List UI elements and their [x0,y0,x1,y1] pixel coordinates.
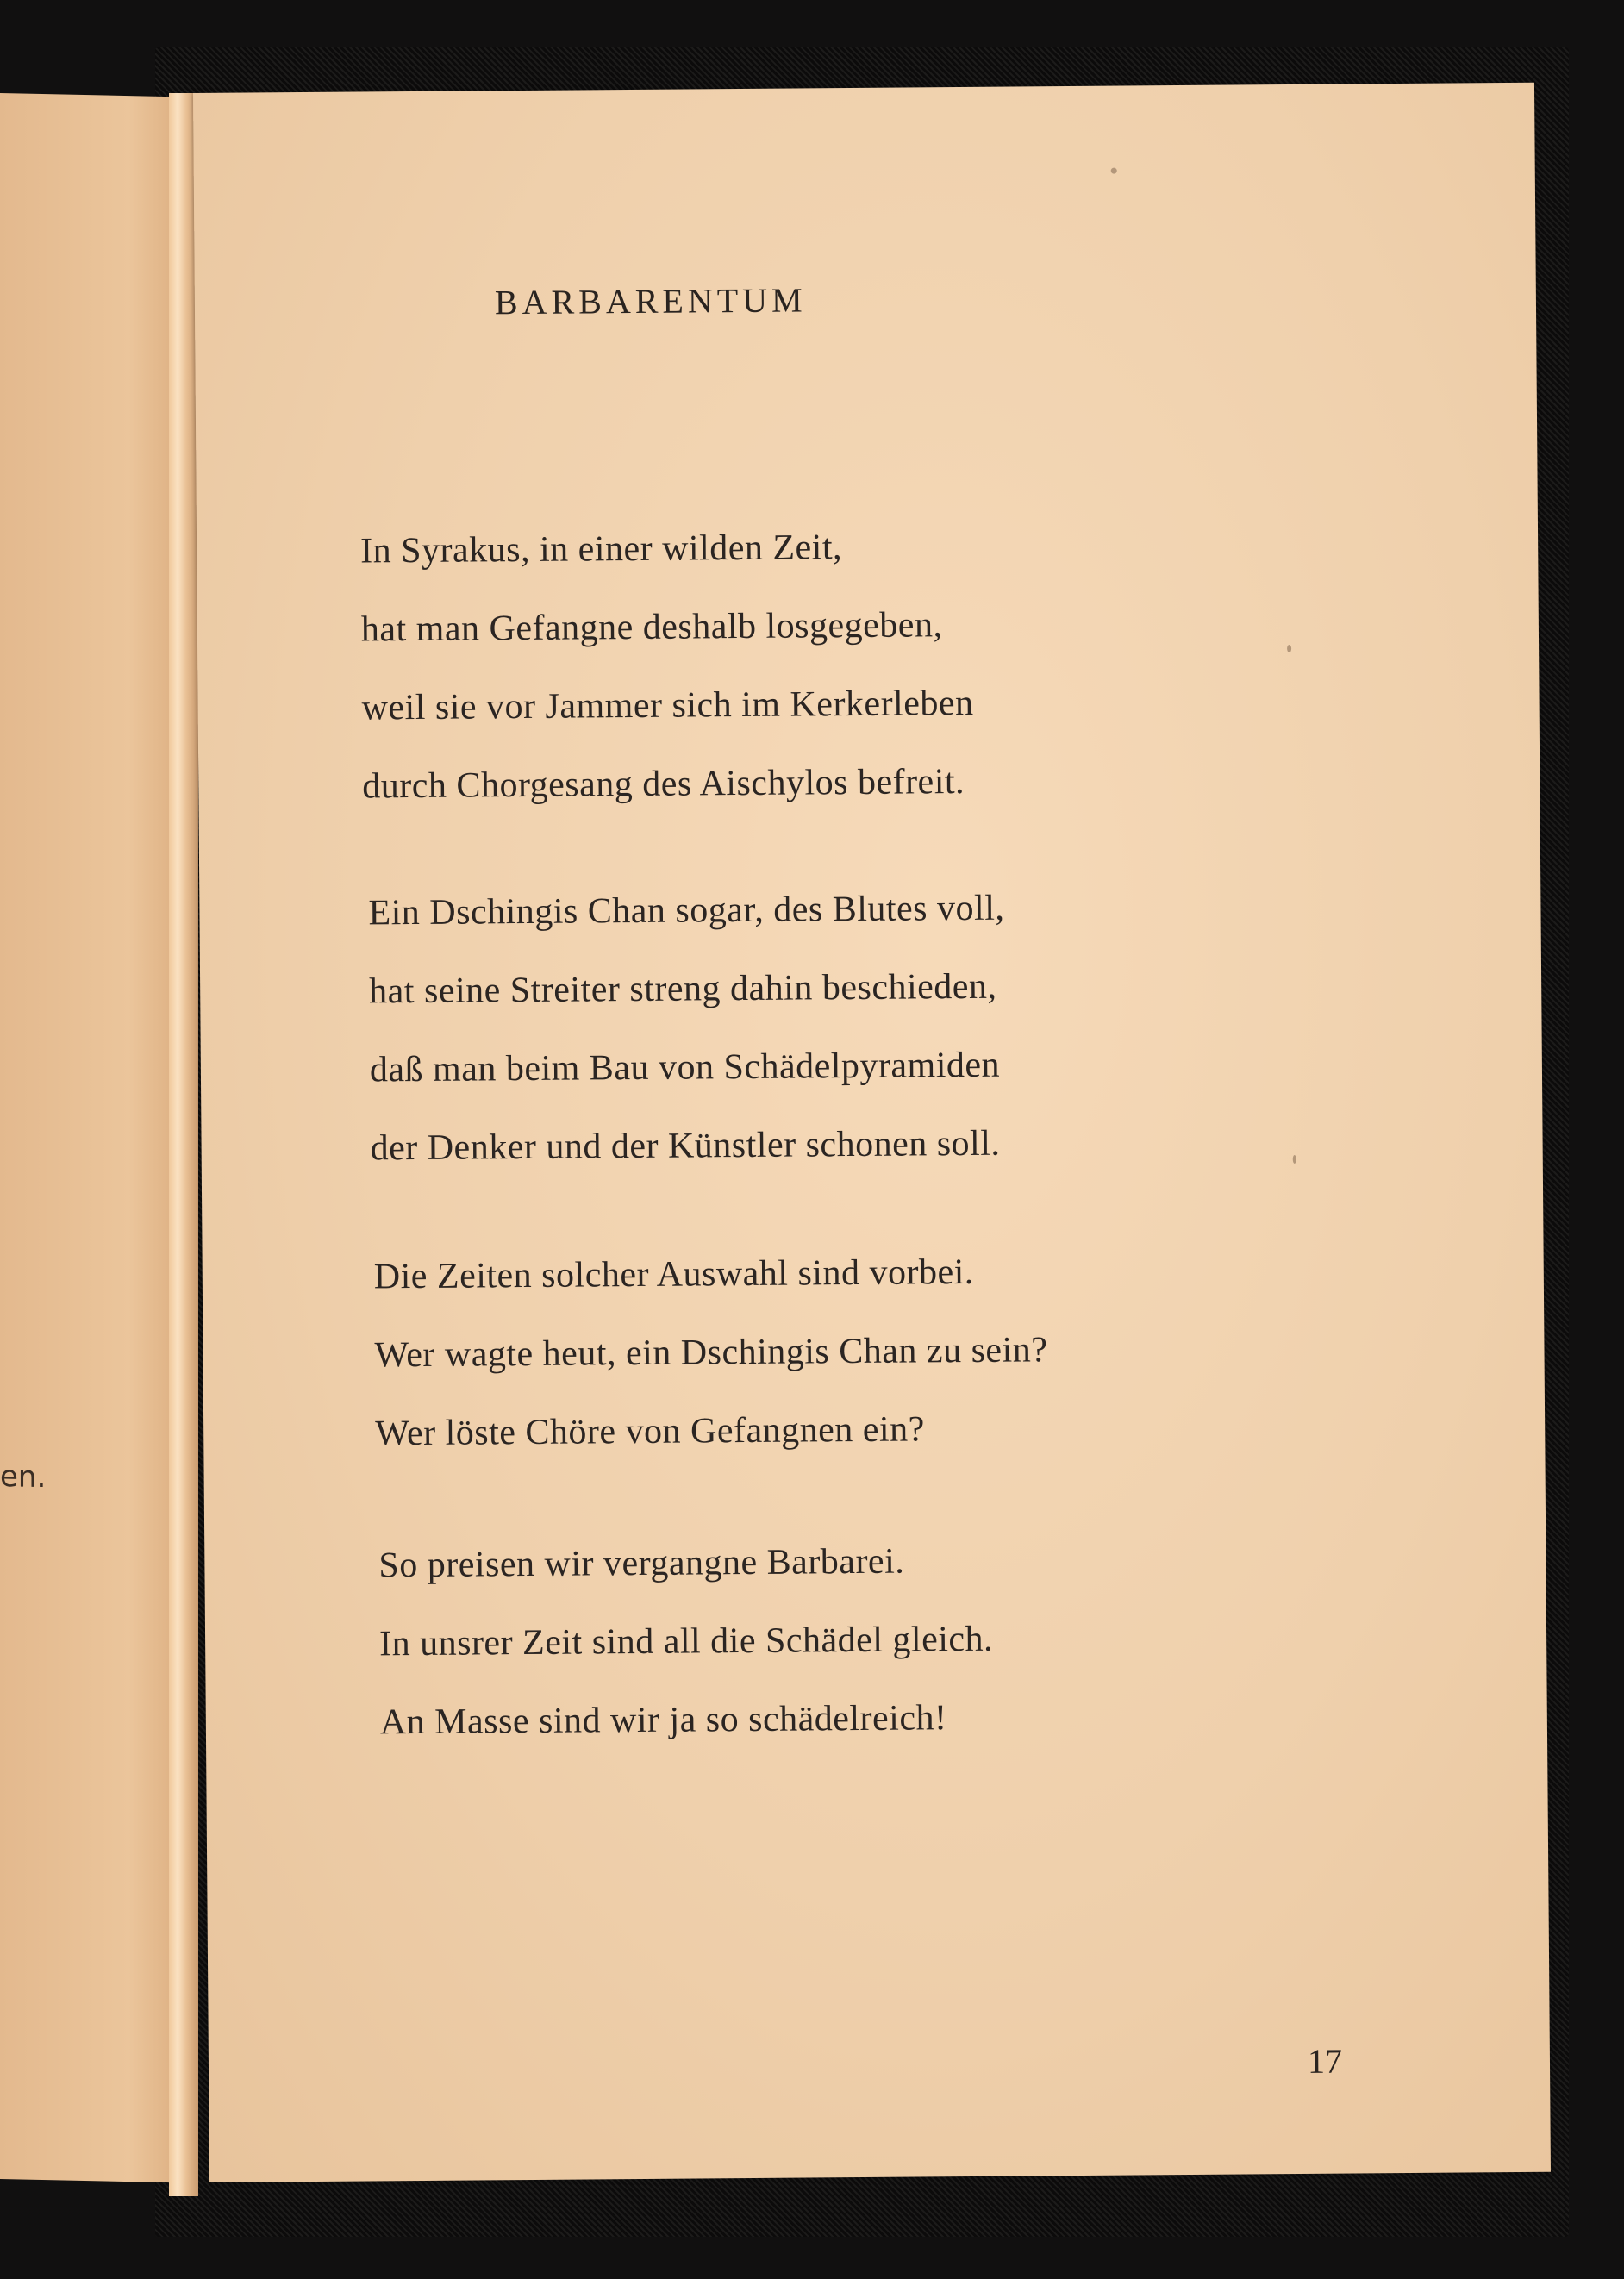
poem-line: So preisen wir vergangne Barbarei. [378,1541,905,1586]
paper-speck [1293,1155,1296,1164]
poem-line: daß man beim Bau von Schädelpyramiden [369,1045,1001,1090]
stanza-3 [373,1233,1048,1473]
left-page [0,93,184,2182]
poem-line: In Syrakus, in einer wilden Zeit, [359,528,843,571]
poem-line: Wer wagte heut, ein Dschingis Chan zu sein? [374,1330,1048,1376]
poem-line: hat seine Streiter streng dahin beschieden, [369,966,997,1012]
poem-line: der Denker und der Künstler schonen soll. [370,1123,1001,1169]
poem-line: Wer löste Chöre von Gefangnen ein? [375,1409,925,1454]
paper-speck [1111,168,1117,174]
poem-line: durch Chorgesang des Aischylos befreit. [362,761,965,807]
poem-line: weil sie vor Jammer sich im Kerkerleben [361,683,974,728]
stanza-1 [360,508,975,827]
poem-line: Die Zeiten solcher Auswahl sind vorbei. [373,1252,974,1297]
right-page [193,83,1551,2182]
poem-line: hat man Gefangne deshalb losgegeben, [360,605,943,650]
stanza-2 [368,870,1007,1189]
poem-line: An Masse sind wir ja so schädelreich! [379,1698,947,1743]
page-number: 17 [1307,2041,1343,2081]
page-gutter [169,93,198,2196]
left-page-text-fragment: en. [0,1459,47,1495]
poem-line: In unsrer Zeit sind all die Schädel gleich. [378,1619,994,1664]
poem-line: Ein Dschingis Chan sogar, des Blutes voll, [368,888,1005,933]
paper-speck [1287,645,1291,652]
stanza-4 [378,1522,994,1763]
poem-title: BARBARENTUM [494,280,807,322]
